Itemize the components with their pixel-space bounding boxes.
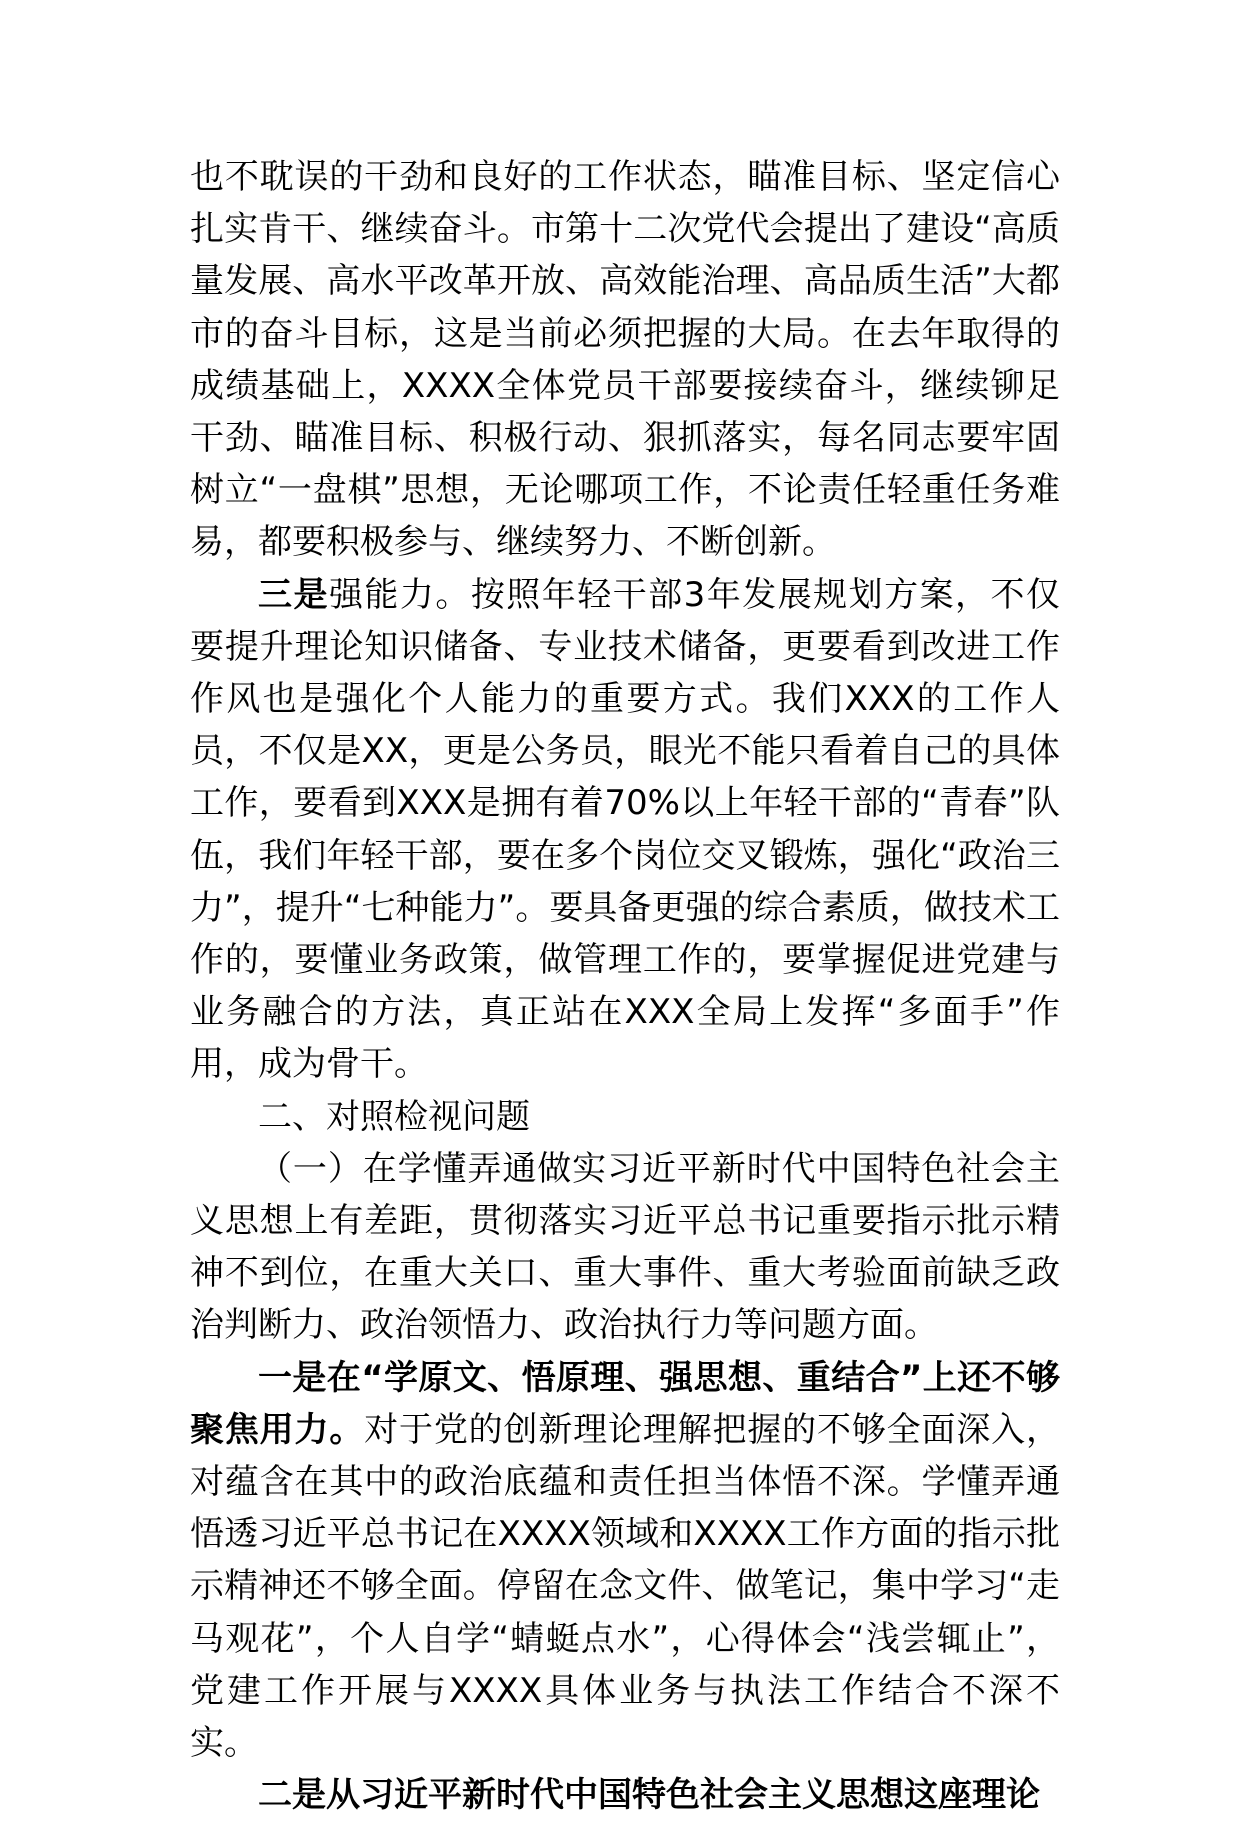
document-body — [190, 151, 1060, 1822]
paragraph-continuation — [190, 151, 1060, 569]
paragraph-lead: 二是从习近平新时代中国特色社会主义思想这座理论 — [258, 1775, 1040, 1816]
paragraph-lead: 三是 — [258, 574, 329, 615]
paragraph-text: 强能力。按照年轻干部3年发展规划方案，不仅要提升理论知识储备、专业技术储备，更要看到改进工作作风也是强化个人能力的重要方式。我们XXX的工作人员，不仅是XX，更是公务员，眼光不能只看着自己的具体工作，要看到XXX是拥有着70%以上年轻干部的“青春”队伍，我们年轻干部，要在多个岗位交叉锻炼，强化“政治三力”，提升“七种能力”。要具备更强的综合素质，做技术工作的，要懂业务政策，做管理工作的，要掌握促进党建与业务融合的方法，真正站在XXX全局上发挥“多面手”作用，成为骨干。 — [190, 574, 1061, 1085]
section-heading — [190, 1091, 1060, 1143]
paragraph-text: （一）在学懂弄通做实习近平新时代中国特色社会主义思想上有差距，贯彻落实习近平总书记重要指示批示精神不到位，在重大关口、重大事件、重大考验面前缺乏政治判断力、政治领悟力、政治执行力等问题方面。 — [190, 1148, 1060, 1346]
paragraph-item-two — [190, 1769, 1060, 1821]
paragraph-item-three — [190, 569, 1060, 1091]
paragraph-item-one — [190, 1352, 1060, 1770]
paragraph-subsection-one — [190, 1143, 1060, 1352]
paragraph-text: 也不耽误的干劲和良好的工作状态，瞄准目标、坚定信心扎实肯干、继续奋斗。市第十二次党代会提出了建设“高质量发展、高水平改革开放、高效能治理、高品质生活”大都市的奋斗目标，这是当前必须把握的大局。在去年取得的成绩基础上，XXXX全体党员干部要接续奋斗，继续铆足干劲、瞄准目标、积极行动、狠抓落实，每名同志要牢固树立“一盘棋”思想，无论哪项工作，不论责任轻重任务难易，都要积极参与、继续努力、不断创新。 — [190, 157, 1060, 563]
section-heading-text: 二、对照检视问题 — [258, 1096, 530, 1137]
paragraph-lead: 一是在“学原文、悟原理、强思想、重结合”上还不够聚焦用力。 — [190, 1357, 1060, 1450]
paragraph-text: 对于党的创新理论理解把握的不够全面深入，对蕴含在其中的政治底蕴和责任担当体悟不深。学懂弄通悟透习近平总书记在XXXX领域和XXXX工作方面的指示批示精神还不够全面。停留在念文件、做笔记，集中学习“走马观花”，个人自学“蜻蜓点水”，心得体会“浅尝辄止”，党建工作开展与XXXX具体业务与执法工作结合不深不实。 — [190, 1409, 1061, 1764]
